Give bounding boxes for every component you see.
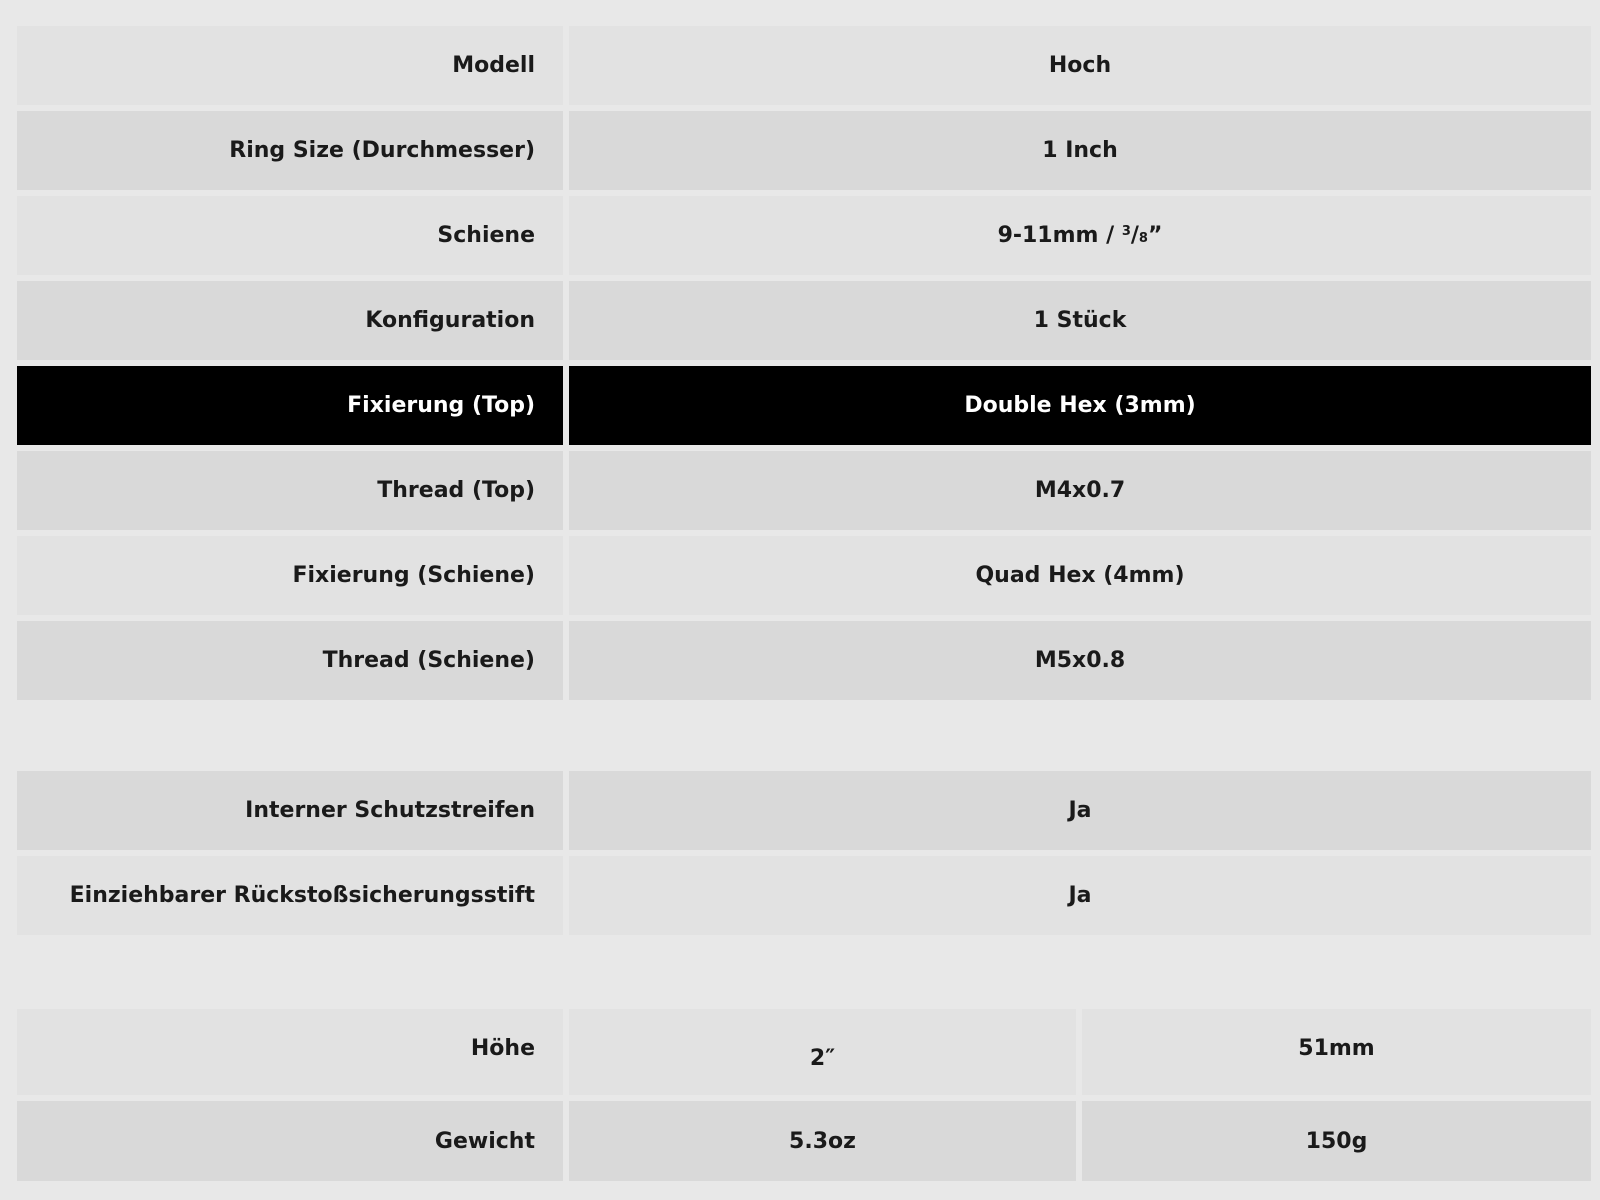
specs-main-table [17, 26, 1591, 706]
spec-value: M4x0.7 [569, 451, 1591, 530]
spec-label: Interner Schutzstreifen [17, 771, 563, 850]
table-row [17, 111, 1591, 190]
table-row [17, 621, 1591, 700]
spec-label: Ring Size (Durchmesser) [17, 111, 563, 190]
table-row [17, 1101, 1591, 1181]
spec-label: Schiene [17, 196, 563, 275]
spec-value-suffix: ” [1147, 223, 1163, 248]
spec-value-fraction-denominator: 8 [1138, 231, 1148, 246]
spec-value-metric: 150g [1082, 1101, 1591, 1181]
spec-value-fraction-numerator: 3 [1121, 224, 1131, 239]
specs-features-table [17, 771, 1591, 941]
table-row [17, 196, 1591, 275]
table-row [17, 771, 1591, 850]
spec-value: M5x0.8 [569, 621, 1591, 700]
spec-value-imperial: 5.3oz [569, 1101, 1076, 1181]
table-row [17, 536, 1591, 615]
table-row [17, 1009, 1591, 1095]
spec-label: Höhe [17, 1009, 563, 1095]
spec-value-prefix: 9-11mm / [997, 223, 1122, 248]
spec-value-metric: 51mm [1082, 1009, 1591, 1095]
spec-value-imperial: 2″ [569, 1009, 1076, 1095]
spec-value: Hoch [569, 26, 1591, 105]
spec-label: Thread (Top) [17, 451, 563, 530]
spec-value: Quad Hex (4mm) [569, 536, 1591, 615]
spec-value [569, 196, 1591, 275]
table-row [17, 856, 1591, 935]
spec-label: Konfiguration [17, 281, 563, 360]
table-row [17, 451, 1591, 530]
spec-value: Ja [569, 856, 1591, 935]
spec-value: 1 Inch [569, 111, 1591, 190]
specs-dimensions-table [17, 1009, 1591, 1187]
spec-value-fraction-slash: / [1130, 223, 1139, 248]
spec-value: Ja [569, 771, 1591, 850]
table-row [17, 26, 1591, 105]
spec-label: Fixierung (Schiene) [17, 536, 563, 615]
table-row [17, 281, 1591, 360]
spec-label: Fixierung (Top) [17, 366, 563, 445]
spec-value: 1 Stück [569, 281, 1591, 360]
spec-label: Gewicht [17, 1101, 563, 1181]
spec-label: Modell [17, 26, 563, 105]
spec-value: Double Hex (3mm) [569, 366, 1591, 445]
spec-label: Thread (Schiene) [17, 621, 563, 700]
spec-label: Einziehbarer Rückstoßsicherungsstift [17, 856, 563, 935]
table-row-highlighted [17, 366, 1591, 445]
